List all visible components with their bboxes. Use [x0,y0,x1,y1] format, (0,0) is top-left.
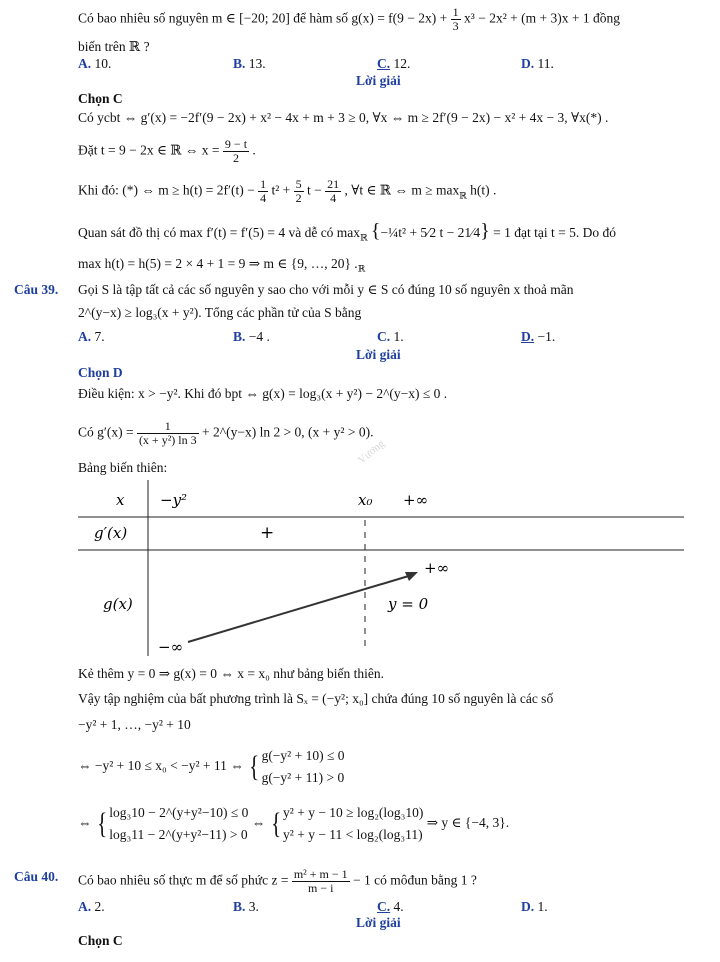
q39-option-a[interactable]: A. 7. [78,329,105,344]
q38-solution-step2: Đặt t = 9 − 2x ∈ ℝ ⇔ x = $\frac{9 - t}{2}$ . [78,137,256,165]
q39-option-c[interactable]: C. 1. [377,329,404,344]
q38-statement-line2: biến trên ℝ ? [78,39,150,54]
table-neg-y2: −y² [160,491,188,509]
q39-system-1: g(−y² + 10) ≤ 0 g(−y² + 11) > 0 [261,748,345,785]
q39-system-2: log₃10 − 2^(y+y²−10) ≤ 0 log₃11 − 2^(y+y²−11) > 0 [109,805,249,842]
q38-frac-quarter: $\frac{1}{4}$ [260,177,267,205]
q39-system-3: y² + y − 10 ≥ log₂(log₃10) y² + y − 11 < log₂(log₃11) [283,805,424,842]
table-g-label: g(x) [103,595,133,613]
q38-frac-five-halves: $\frac{5}{2}$ [295,177,302,205]
q39-solution-step4: Vậy tập nghiệm của bất phương trình là Sₓ = (−y²; x₀] chứa đúng 10 số nguyên là các số [78,691,554,706]
q39-statement-line1: Gọi S là tập tất cả các số nguyên y sao cho với mỗi y ∈ S có đúng 10 số nguyên x thoả mãn [78,282,574,297]
q39-solution-step3: Kẻ thêm y = 0 ⇒ g(x) = 0 ⇔ x = x₀ như bảng biến thiên. [78,666,385,681]
q40-option-a[interactable]: A. 2. [78,899,105,914]
q39-option-b[interactable]: B. −4 . [233,329,270,344]
q39-loi-giai-heading: Lời giải [356,347,401,362]
q38-solution-step1: Có ycbt ⇔ g′(x) = −2f′(9 − 2x) + x² − 4x + m + 3 ≥ 0, ∀x ⇔ m ≥ 2f′(9 − 2x) − x² + 4x − 3, ∀x(*) . [78,110,609,125]
q39-answer-choice: Chọn D [78,365,123,380]
q40-frac-z: $\frac{\text{m² + m − 1}}{m - i}$ [293,867,348,895]
watermark: Vương [355,437,387,467]
q38-option-d[interactable]: D. 11. [521,56,554,71]
table-ninf-value: −∞ [158,638,184,656]
q39-statement-line2: 2^(y−x) ≥ log₃(x + y²). Tổng các phần tử của S bằng [78,305,362,320]
table-x0: x₀ [358,491,373,509]
q40-option-b[interactable]: B. 3. [233,899,259,914]
q40-option-d[interactable]: D. 1. [521,899,548,914]
q39-option-d[interactable]: D. −1. [521,329,556,344]
q39-solution-step6: ⇔ −y² + 10 ≤ x₀ < −y² + 11 ⇔ { g(−y² + 10) ≤ 0 g(−y² + 11) > 0 [78,745,345,789]
q40-option-c[interactable]: C. 4. [377,899,404,914]
q40-loi-giai-heading: Lời giải [356,915,401,930]
q38-solution-step5: max h(t) = h(5) = 2 × 4 + 1 = 9 ⇒ m ∈ {9, …, 20} $._ℝ$ [78,256,366,274]
q39-solution-step5: −y² + 1, …, −y² + 10 [78,717,191,732]
q39-label: Câu 39. [14,282,59,297]
q38-option-c[interactable]: C. 12. [377,56,411,71]
q39-solution-step7: ⇔ { log₃10 − 2^(y+y²−10) ≤ 0 log₃11 − 2^(y+y²−11) > 0 ⇔ { y² + y − 10 ≥ log₂(log₃10) y² + y − 11 < log₂(log₃11) ⇒ y ∈ {−4, 3}. [78,802,509,846]
q40-statement: Có bao nhiêu số thực m để số phức z = $\frac{\text{m² + m − 1}}{m - i}$ − 1 có môđun bằng 1 ? [78,867,477,895]
q39-solution-step1: Điều kiện: x > −y². Khi đó bpt ⇔ g(x) = log₃(x + y²) − 2^(y−x) ≤ 0 . [78,386,448,401]
table-pinf-header: +∞ [403,491,429,509]
q38-frac-one-third: $\frac{1}{3}$ [452,5,459,33]
q38-frac-21-quarters: $\frac{21}{4}$ [327,177,340,205]
q38-frac-x: $\frac{9 - t}{2}$ [224,137,248,165]
q38-answer-choice: Chọn C [78,91,123,106]
q39-frac-derivative: $\frac{1}{\text{(x + y²) ln 3}}$ [138,419,197,447]
g-increasing-arrow [188,575,412,642]
q40-label: Câu 40. [14,869,59,884]
q38-statement-line1: Có bao nhiêu số nguyên m ∈ [−20; 20] để hàm số g(x) = f(9 − 2x) + $\frac{1}{3}$ x³ − 2x² + (m + 3)x + 1 đồng [78,5,620,33]
q38-option-a[interactable]: A. 10. [78,56,112,71]
variation-table [78,480,684,656]
table-y-zero: y = 0 [388,595,429,613]
q38-option-b[interactable]: B. 13. [233,56,266,71]
table-x-label: x [116,491,125,509]
q38-solution-step4: Quan sát đồ thị có max f′(t) = f′(5) = 4 và dễ có $\max_ℝ$ {−¼t² + 5⁄2 t − 21⁄4} = 1 đạt tại t = 5. Do đó [78,220,617,243]
q40-answer-choice: Chọn C [78,933,123,948]
q38-solution-step3: Khi đó: (*) ⇔ m ≥ h(t) = 2f′(t) − $\frac{1}{4}$ t² + $\frac{5}{2}$ t − $\frac{21}{4}$ , ∀t ∈ ℝ ⇔ $m \ge \max_ℝ h(t)$ . [78,177,497,205]
q39-solution-step2: Có g′(x) = $\frac{1}{\text{(x + y²) ln 3}}$ + 2^(y−x) ln 2 > 0, (x + y² > 0). [78,419,374,447]
table-pinf-value: +∞ [424,559,450,577]
table-gprime-label: g′(x) [94,524,128,542]
table-plus-sign: + [260,523,275,543]
q38-loi-giai-heading: Lời giải [356,73,401,88]
q39-bbt-title: Bảng biến thiên: [78,460,168,475]
